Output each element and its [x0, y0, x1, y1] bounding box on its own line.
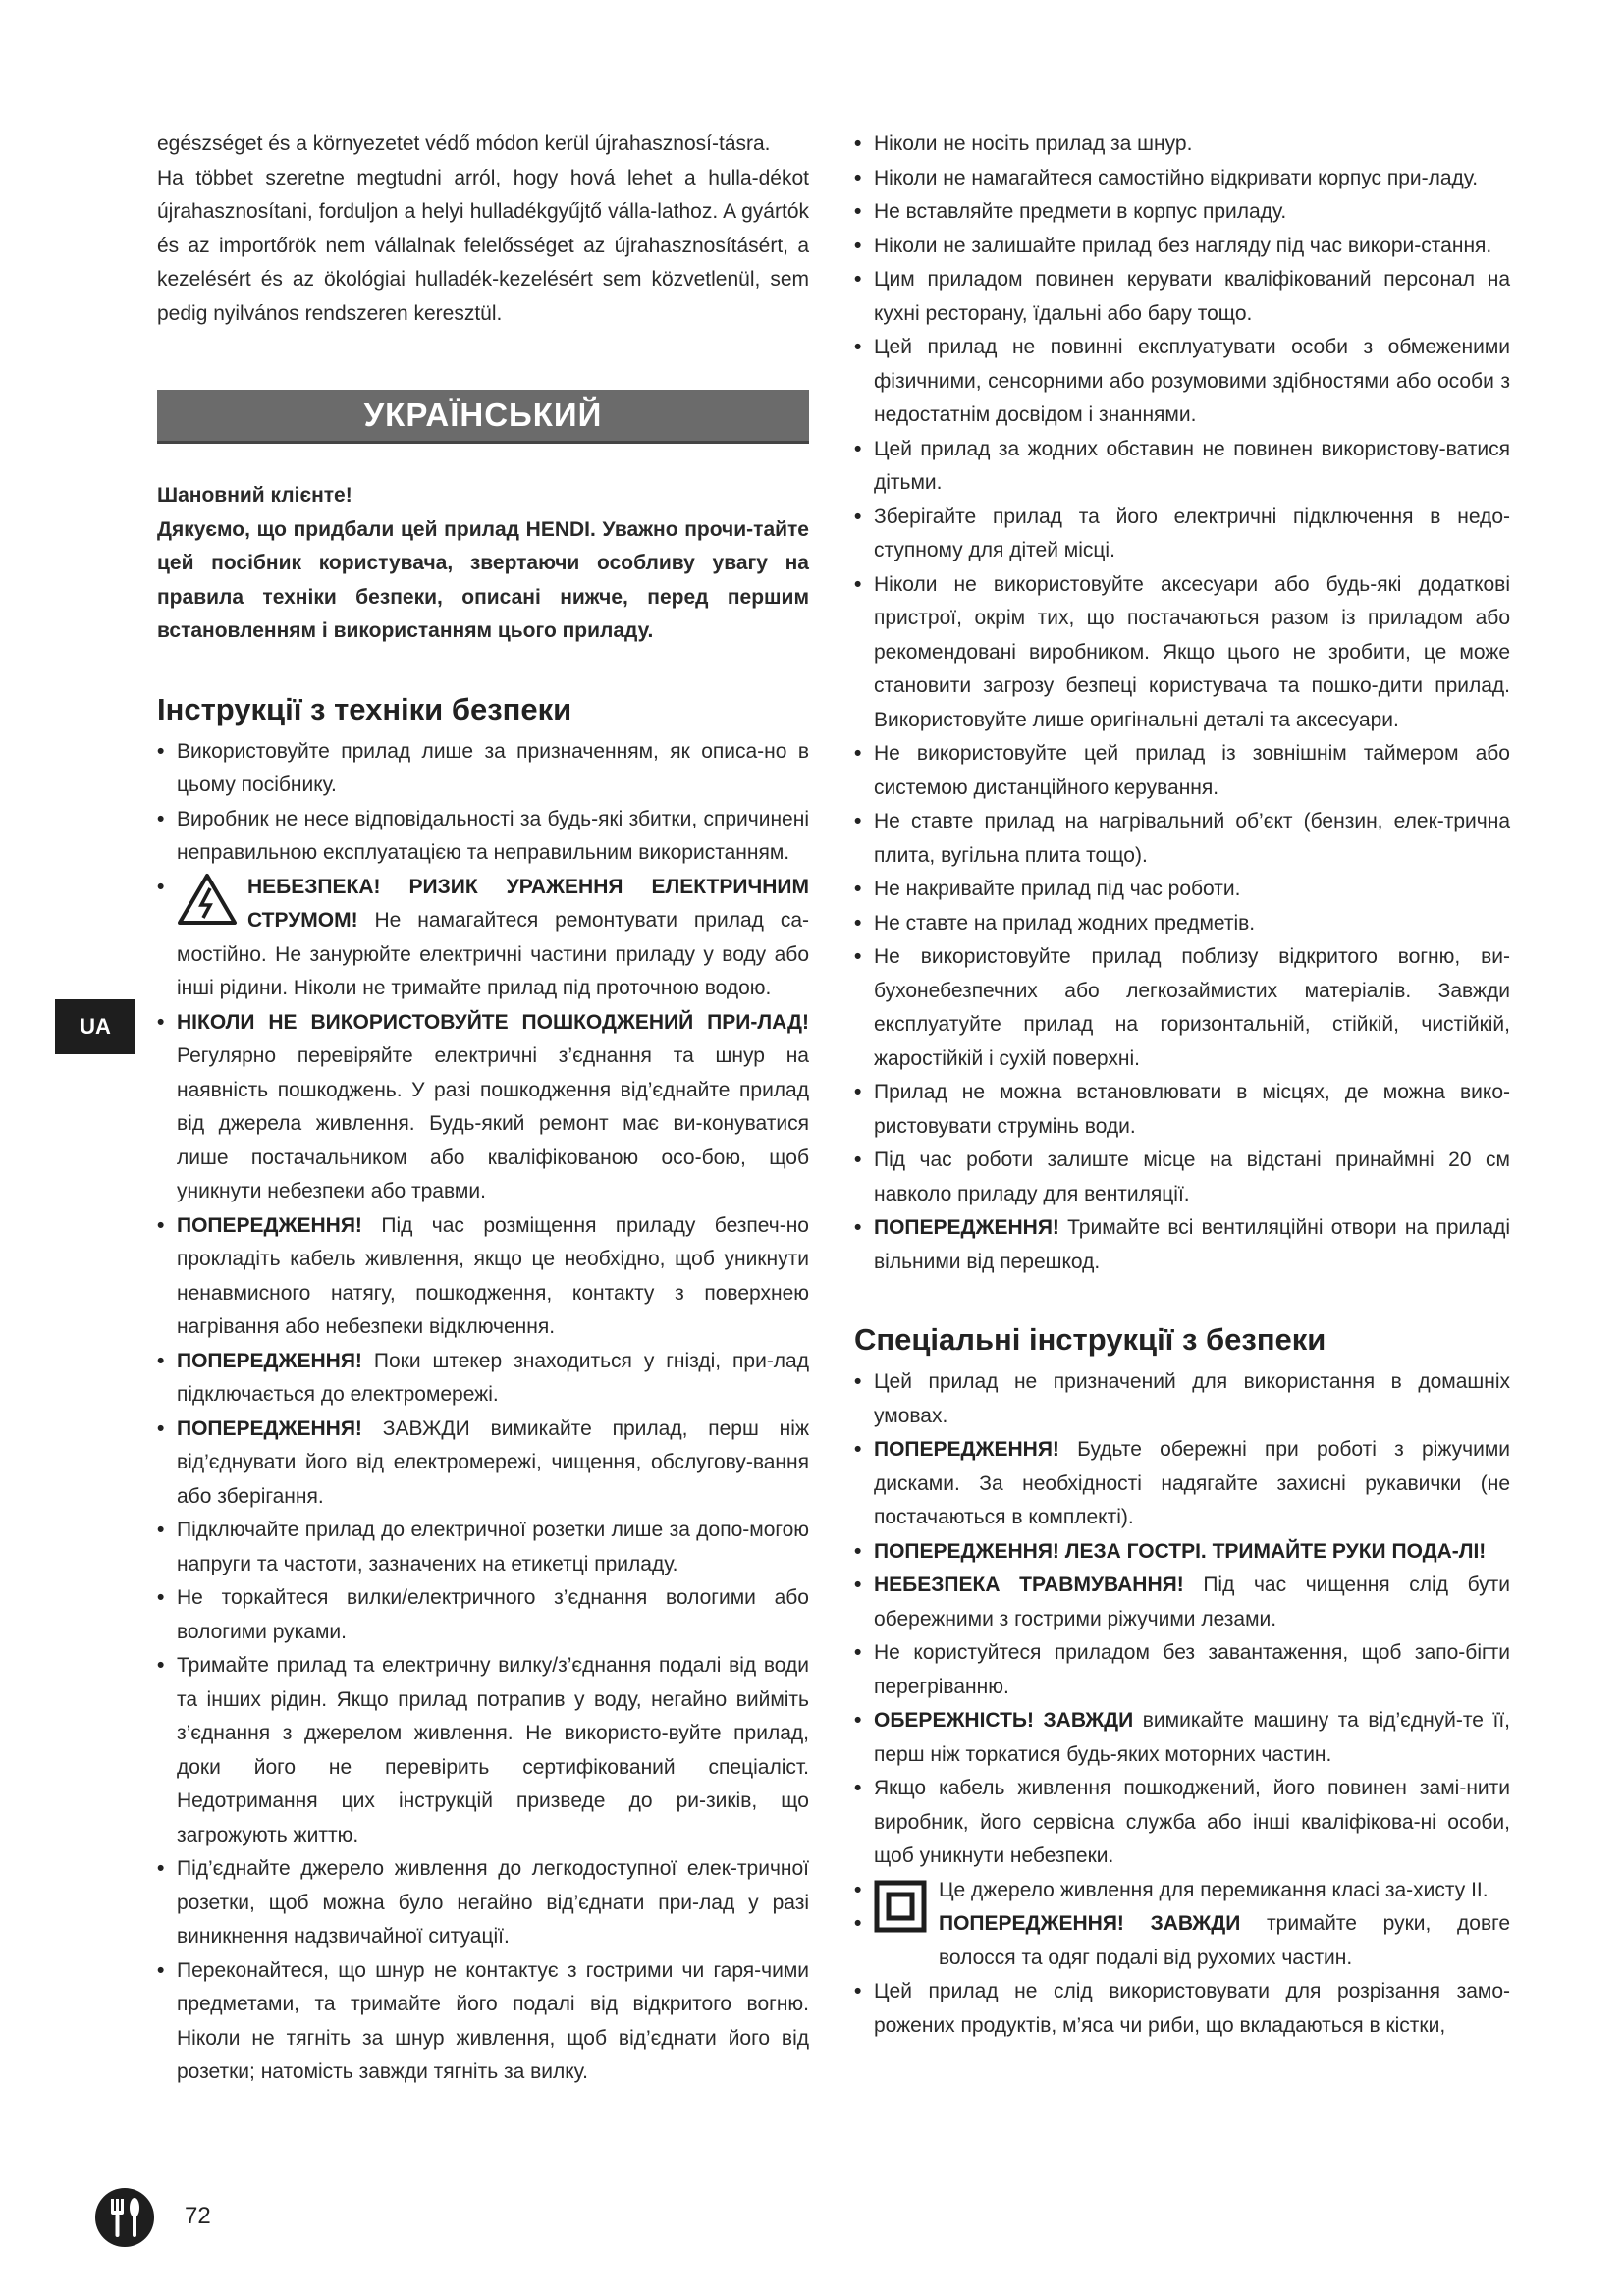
special-heading: Спеціальні інструкції з безпеки	[854, 1322, 1326, 1357]
special-list	[854, 1365, 1510, 2043]
list-item: • НІКОЛИ НЕ ВИКОРИСТОВУЙТЕ ПОШКОДЖЕНИЙ ПРИ-ЛАД! Регулярно перевіряйте електричні з’єднання та шнур на наявність пошкоджень. У разі пошкодження від’єднайте прилад від джерела живлення. Будь-який ремонт має ви-конуватися лише постачальником або кваліфікованою осо-бою, щоб уникнути небезпеки або травми.	[157, 1006, 809, 1209]
cutlery-logo-icon	[94, 2187, 155, 2248]
list-item: • Цей прилад не призначений для використання в домашніх умовах.	[854, 1365, 1510, 1433]
list-item: • Не накривайте прилад під час роботи.	[854, 873, 1510, 907]
list-item: • ОБЕРЕЖНІСТЬ! ЗАВЖДИ вимикайте машину та від’єднуй-те її, перш ніж торкатися будь-яких моторних частин.	[854, 1704, 1510, 1772]
left-column	[157, 128, 809, 2090]
list-item: • Ніколи не намагайтеся самостійно відкривати корпус при-ладу.	[854, 162, 1510, 196]
list-item: • ПОПЕРЕДЖЕННЯ! Під час розміщення приладу безпеч-но прокладіть кабель живлення, якщо це необхідно, щоб уникнути ненавмисного натягу, пошкодження, контакту з поверхнею нагрівання або небезпеки відключення.	[157, 1209, 809, 1345]
list-item: • Не користуйтеся приладом без завантаження, щоб запо-бігти перегріванню.	[854, 1636, 1510, 1704]
list-item: • Не використовуйте прилад поблизу відкритого вогню, ви-бухонебезпечних або легкозаймистих матеріалів. Завжди експлуатуйте прилад на горизонтальній, стійкій, чистійкій, жаростійкій і сухій поверхні.	[854, 940, 1510, 1076]
safety-list	[157, 735, 809, 2090]
language-banner: УКРАЇНСЬКИЙ	[157, 390, 809, 444]
list-item: • ПОПЕРЕДЖЕННЯ! ЛЕЗА ГОСТРІ. ТРИМАЙТЕ РУКИ ПОДА-ЛІ!	[854, 1535, 1510, 1570]
electric-hazard-icon	[177, 873, 238, 937]
list-item: • Цей прилад не повинні експлуатувати особи з обмеженими фізичними, сенсорними або розумовими здібностями або особи з недостатнім досвідом і знаннями.	[854, 331, 1510, 433]
list-item: • Не вставляйте предмети в корпус приладу.	[854, 195, 1510, 230]
list-item: • ПОПЕРЕДЖЕННЯ! Поки штекер знаходиться у гнізді, при-лад підключається до електромережі.	[157, 1345, 809, 1413]
greeting: Шановний клієнте!	[157, 484, 352, 507]
hu-paragraph-2: Ha többet szeretne megtudni arról, hogy hová lehet a hulla-dékot újrahasznosítani, forduljon a helyi hulladékgyűjtő válla-lathoz. A gyártók és az importőrök nem vállalnak felelősséget az újrahasznosításért, a kezelésért és az ökológiai hulladék-kezelésért sem közvetlenül, sem pedig nyilvános rendszeren keresztül.	[157, 166, 809, 325]
list-item: • Прилад не можна встановлювати в місцях, де можна вико-ристовувати струмінь води.	[854, 1076, 1510, 1144]
list-item: • Виробник не несе відповідальності за будь-які збитки, спричинені неправильною експлуатацією та неправильним використанням.	[157, 803, 809, 871]
list-item: • Під’єднайте джерело живлення до легкодоступної елек-тричної розетки, щоб можна було негайно від’єднати при-лад у разі виникнення надзвичайної ситуації.	[157, 1852, 809, 1954]
list-item: • Не торкайтеся вилки/електричного з’єднання вологими або вологими руками.	[157, 1581, 809, 1649]
hu-paragraph-1: egészséget és a környezetet védő módon kerül újrahasznosí-tásra.	[157, 133, 771, 155]
list-item: • Тримайте прилад та електричну вилку/з’єднання подалі від води та інших рідин. Якщо прилад потрапив у воду, негайно вийміть з’єднання з джерелом живлення. Не використо-вуйте прилад, доки його не перевірить сертифікований спеціаліст. Недотримання цих інструкцій призведе до ри-зиків, що загрожують життю.	[157, 1649, 809, 1852]
page-number: 72	[185, 2203, 211, 2229]
list-item: • Ніколи не використовуйте аксесуари або будь-які додаткові пристрої, окрім тих, що постачаються разом із приладом або рекомендовані виробником. Якщо цього не зробити, це може становити загрозу безпеці користувача та пошко-дити прилад. Використовуйте лише оригінальні деталі та аксесуари.	[854, 568, 1510, 738]
list-item: • ПОПЕРЕДЖЕННЯ! Будьте обережні при роботі з ріжучими дисками. За необхідності надягайте захисні рукавички (не постачаються в комплекті).	[854, 1433, 1510, 1535]
list-item: • Цей прилад не слід використовувати для розрізання замо-рожених продуктів, м’яса чи риби, що вкладаються в кістки,	[854, 1975, 1510, 2043]
language-side-tab: UA	[55, 999, 135, 1054]
list-item: • Під час роботи залиште місце на відстані принаймні 20 см навколо приладу для вентиляції.	[854, 1144, 1510, 1211]
list-item: • Підключайте прилад до електричної розетки лише за допо-могою напруги та частоти, зазначених на етикетці приладу.	[157, 1514, 809, 1581]
list-item: • Не використовуйте цей прилад із зовнішнім таймером або системою дистанційного керування.	[854, 737, 1510, 805]
list-item: • Зберігайте прилад та його електричні підключення в недо-ступному для дітей місці.	[854, 501, 1510, 568]
list-item: • Використовуйте прилад лише за призначенням, як описа-но в цьому посібнику.	[157, 735, 809, 803]
safety-heading: Інструкції з техніки безпеки	[157, 691, 572, 726]
list-item: • Переконайтеся, що шнур не контактує з гострими чи гаря-чими предметами, та тримайте його подалі від відкритого вогню. Ніколи не тягніть за шнур живлення, щоб від’єднати його від розетки; натомість завжди тягніть за вилку.	[157, 1954, 809, 2090]
list-item: • ПОПЕРЕДЖЕННЯ! ЗАВЖДИ вимикайте прилад, перш ніж від’єднувати його від електромережі, чищення, обслугову-вання або зберігання.	[157, 1413, 809, 1515]
list-item: • НЕБЕЗПЕКА ТРАВМУВАННЯ! Під час чищення слід бути обережними з гострими ріжучими лезами.	[854, 1569, 1510, 1636]
list-item: • Ніколи не носіть прилад за шнур.	[854, 128, 1510, 162]
list-item: • Це джерело живлення для перемикання класі за-хисту II.	[854, 1874, 1510, 1908]
list-item: • ПОПЕРЕДЖЕННЯ! Тримайте всі вентиляційні отвори на приладі вільними від перешкод.	[854, 1211, 1510, 1279]
list-item: • Не ставте на прилад жодних предметів.	[854, 907, 1510, 941]
list-item: • Ніколи не залишайте прилад без нагляду під час викори-стання.	[854, 230, 1510, 264]
safety-list-continued	[854, 128, 1510, 1279]
right-column	[854, 128, 1510, 2043]
list-item: • НЕБЕЗПЕКА! РИЗИК УРАЖЕННЯ ЕЛЕКТРИЧНИМ СТРУМОМ! Не намагайтеся ремонтувати прилад са-мостійно. Не занурюйте електричні частини приладу у воду або інші рідини. Ніколи не тримайте прилад під проточною водою.	[157, 871, 809, 1006]
intro-text: Дякуємо, що придбали цей прилад HENDI. Уважно прочи-тайте цей посібник користувача, звертаючи особливу увагу на правила техніки безпеки, описані нижче, перед першим встановленням і використанням цього приладу.	[157, 517, 809, 642]
list-item: • Якщо кабель живлення пошкоджений, його повинен замі-нити виробник, його сервісна служба або інші кваліфікова-ні особи, щоб уникнути небезпеки.	[854, 1772, 1510, 1874]
list-item: • Не ставте прилад на нагрівальний об’єкт (бензин, елек-трична плита, вугільна плита тощо).	[854, 805, 1510, 873]
list-item: • Цей прилад за жодних обставин не повинен використову-ватися дітьми.	[854, 433, 1510, 501]
list-item: • ПОПЕРЕДЖЕННЯ! ЗАВЖДИ тримайте руки, довге волосся та одяг подалі від рухомих частин.	[854, 1907, 1510, 1975]
list-item: • Цим приладом повинен керувати кваліфікований персонал на кухні ресторану, їдальні або бару тощо.	[854, 263, 1510, 331]
